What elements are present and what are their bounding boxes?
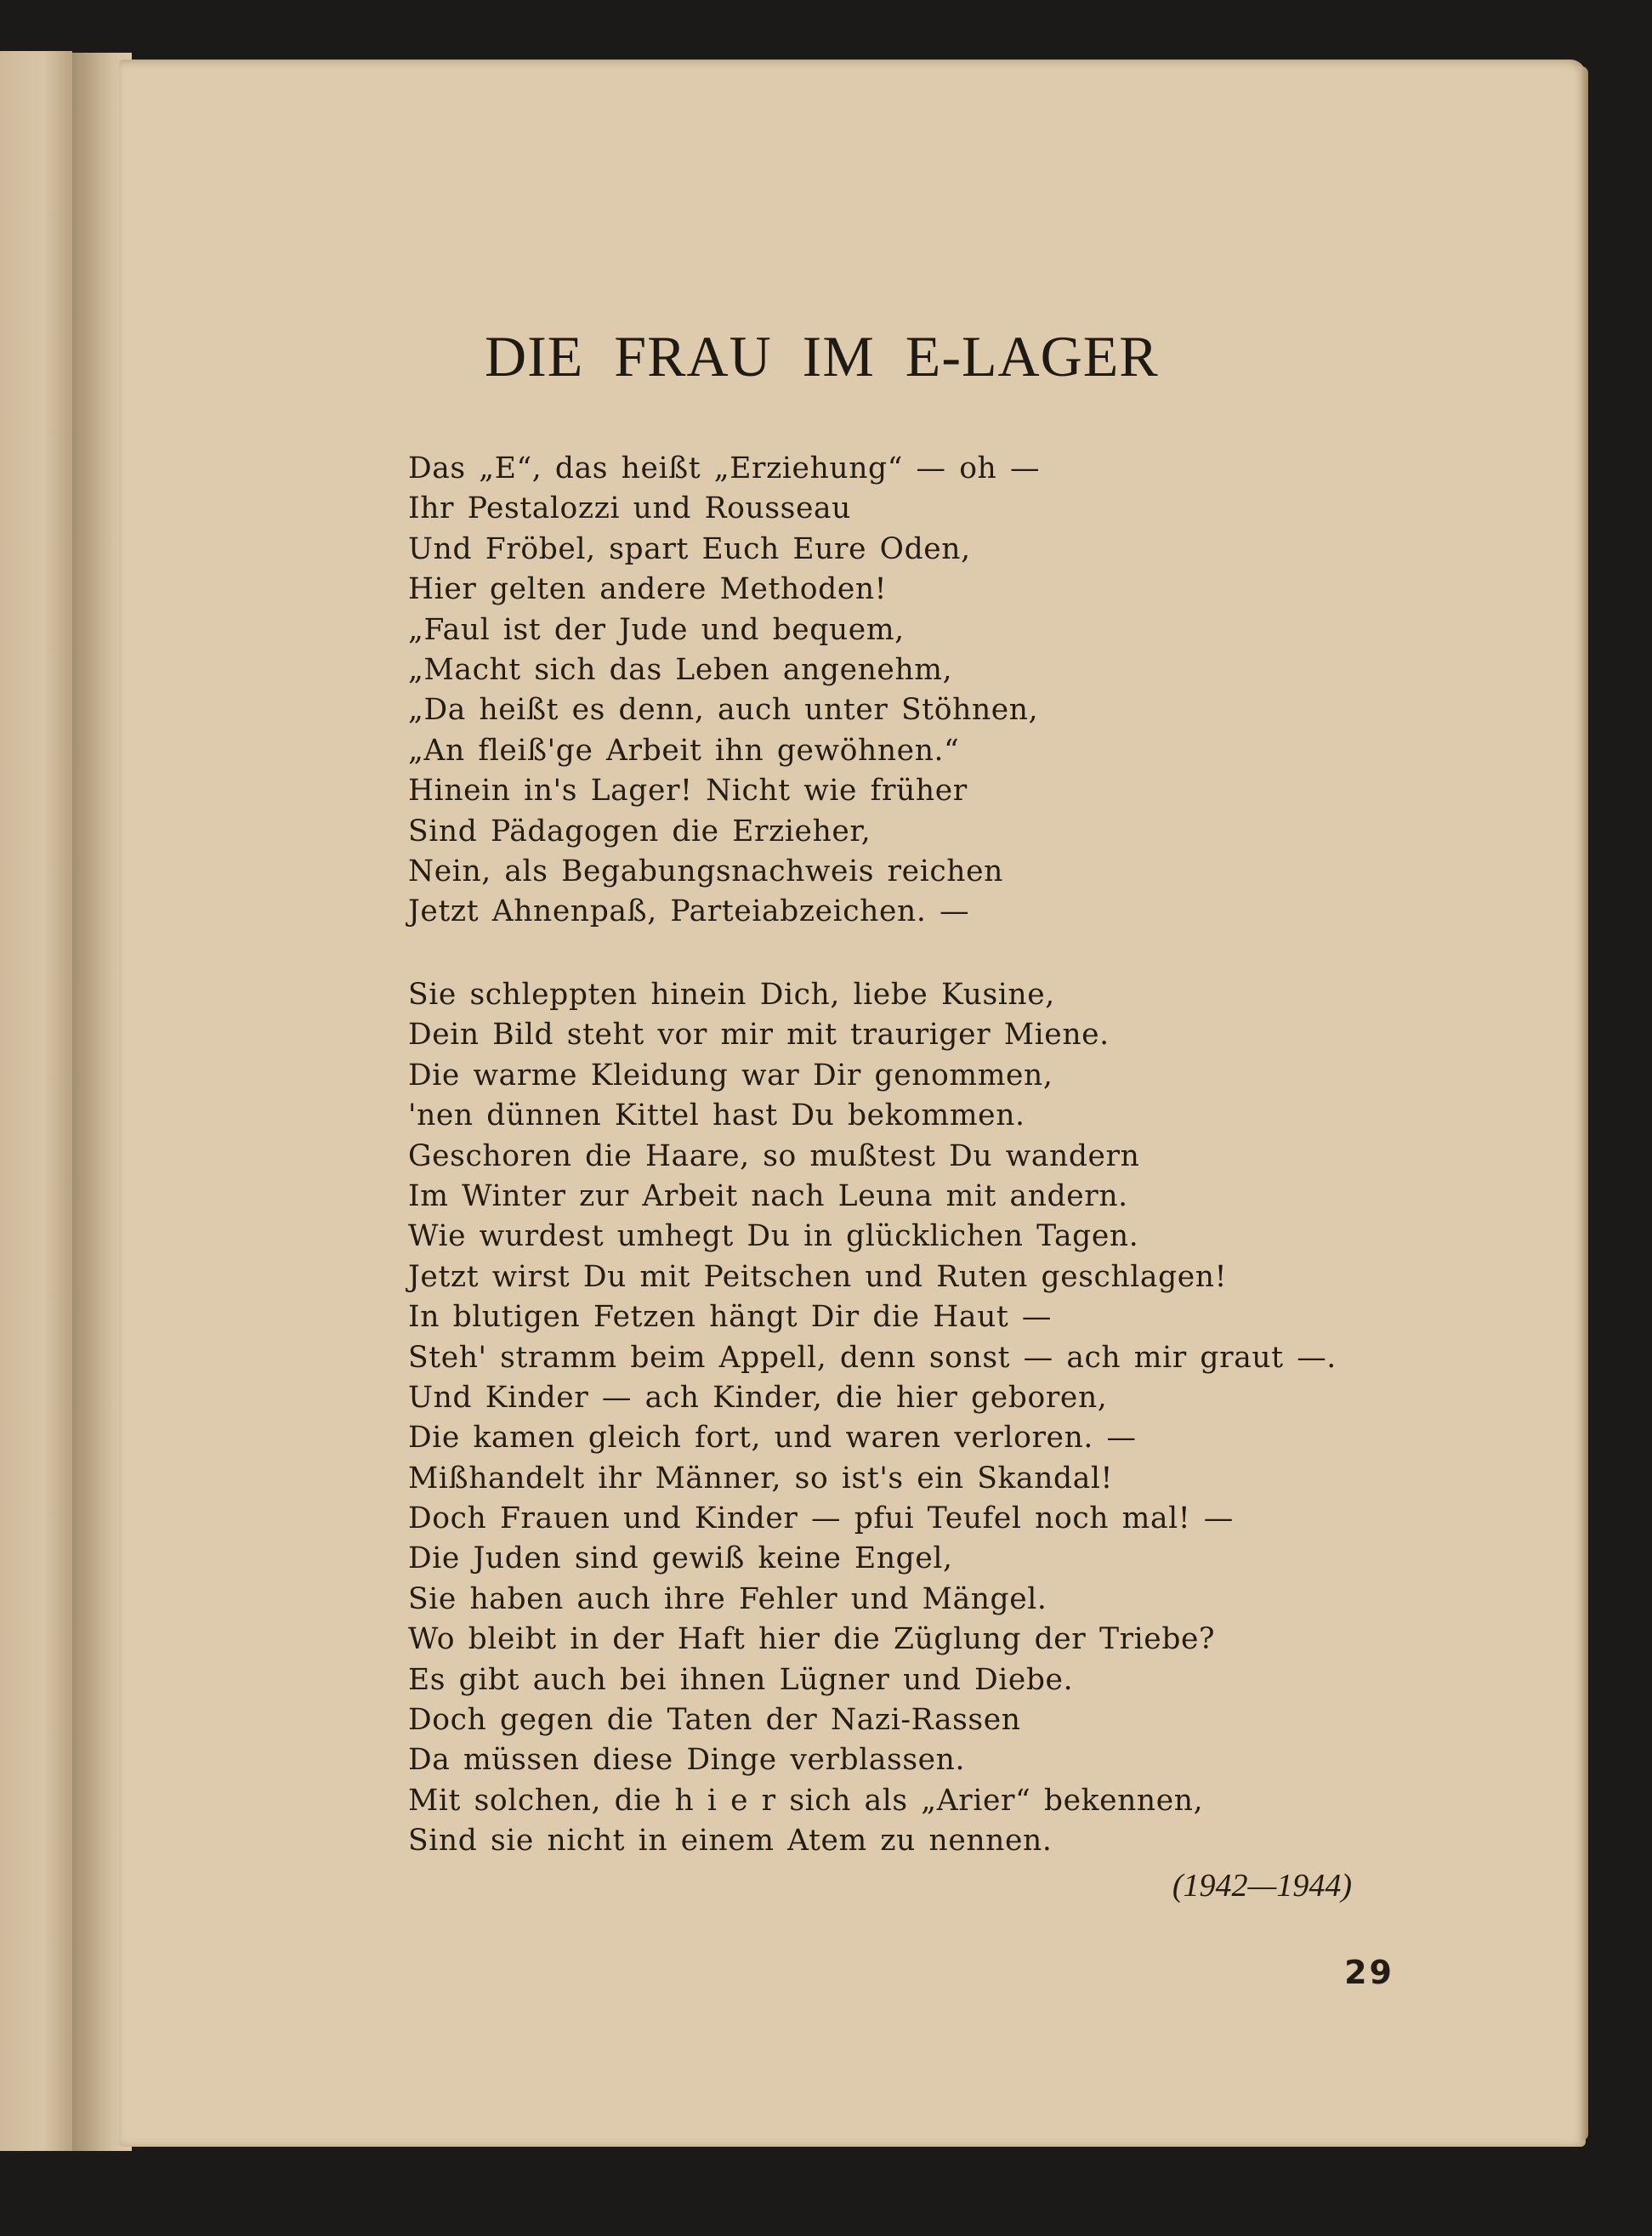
poem-line: Steh' stramm beim Appell, denn sonst — ach mir graut —. [408, 1340, 1337, 1375]
poem-line: Jetzt Ahnenpaß, Parteiabzeichen. — [408, 894, 970, 929]
poem-line: „Faul ist der Jude und bequem, [408, 612, 905, 647]
poem-line: Doch gegen die Taten der Nazi-Rassen [408, 1703, 1021, 1738]
poem-line: Das „E“, das heißt „Erziehung“ — oh — [408, 451, 1041, 485]
page-fore-edge [1580, 66, 1588, 2141]
poem-line: Dein Bild steht vor mir mit trauriger Miene. [408, 1018, 1110, 1053]
poem-line: Sind Pädagogen die Erzieher, [408, 814, 871, 848]
poem-line: Hinein in's Lager! Nicht wie früher [408, 774, 968, 809]
poem-date: (1942—1944) [1172, 1868, 1352, 1904]
poem-line: Wo bleibt in der Haft hier die Züglung der Triebe? [408, 1622, 1216, 1657]
poem-line: Wie wurdest umhegt Du in glücklichen Tagen. [408, 1219, 1139, 1254]
poem-line: Und Kinder — ach Kinder, die hier geboren, [408, 1380, 1108, 1415]
poem-line: Sind sie nicht in einem Atem zu nennen. [408, 1824, 1053, 1859]
poem-line: Im Winter zur Arbeit nach Leuna mit andern. [408, 1178, 1128, 1213]
poem-line: „Macht sich das Leben angenehm, [408, 652, 953, 687]
page-number: 29 [1344, 1954, 1394, 1991]
poem-line: Doch Frauen und Kinder — pfui Teufel noch mal! — [408, 1501, 1234, 1536]
poem-line: Mißhandelt ihr Männer, so ist's ein Skandal! [408, 1461, 1113, 1495]
poem-line: Mit solchen, die h i e r sich als „Arier“ bekennen, [408, 1783, 1204, 1818]
poem-line: 'nen dünnen Kittel hast Du bekommen. [408, 1098, 1025, 1133]
poem-line: In blutigen Fetzen hängt Dir die Haut — [408, 1300, 1053, 1335]
poem-line: Ihr Pestalozzi und Rousseau [408, 491, 851, 526]
poem-line: Jetzt wirst Du mit Peitschen und Ruten geschlagen! [408, 1259, 1228, 1294]
poem-line: Hier gelten andere Methoden! [408, 572, 888, 607]
facing-page-edge [0, 51, 72, 2151]
poem-line: Und Fröbel, spart Euch Eure Oden, [408, 531, 971, 566]
poem-line: Die Juden sind gewiß keine Engel, [408, 1541, 953, 1576]
poem-title: DIE FRAU IM E-LAGER [485, 324, 1159, 389]
poem-line: Die warme Kleidung war Dir genommen, [408, 1058, 1053, 1092]
poem-line: Es gibt auch bei ihnen Lügner und Diebe. [408, 1662, 1074, 1697]
poem-line: Nein, als Begabungsnachweis reichen [408, 854, 1003, 888]
poem-line: Da müssen diese Dinge verblassen. [408, 1743, 966, 1778]
poem-line: „An fleiß'ge Arbeit ihn gewöhnen.“ [408, 733, 960, 768]
poem-line: Die kamen gleich fort, und waren verloren. — [408, 1421, 1137, 1456]
stanza-1 [408, 449, 1040, 933]
poem-line: „Da heißt es denn, auch unter Stöhnen, [408, 693, 1039, 728]
poem-line: Geschoren die Haare, so mußtest Du wandern [408, 1138, 1140, 1173]
stanza-2 [408, 975, 1337, 1862]
poem-line: Sie schleppten hinein Dich, liebe Kusine, [408, 978, 1055, 1012]
poem-line: Sie haben auch ihre Fehler und Mängel. [408, 1581, 1047, 1616]
